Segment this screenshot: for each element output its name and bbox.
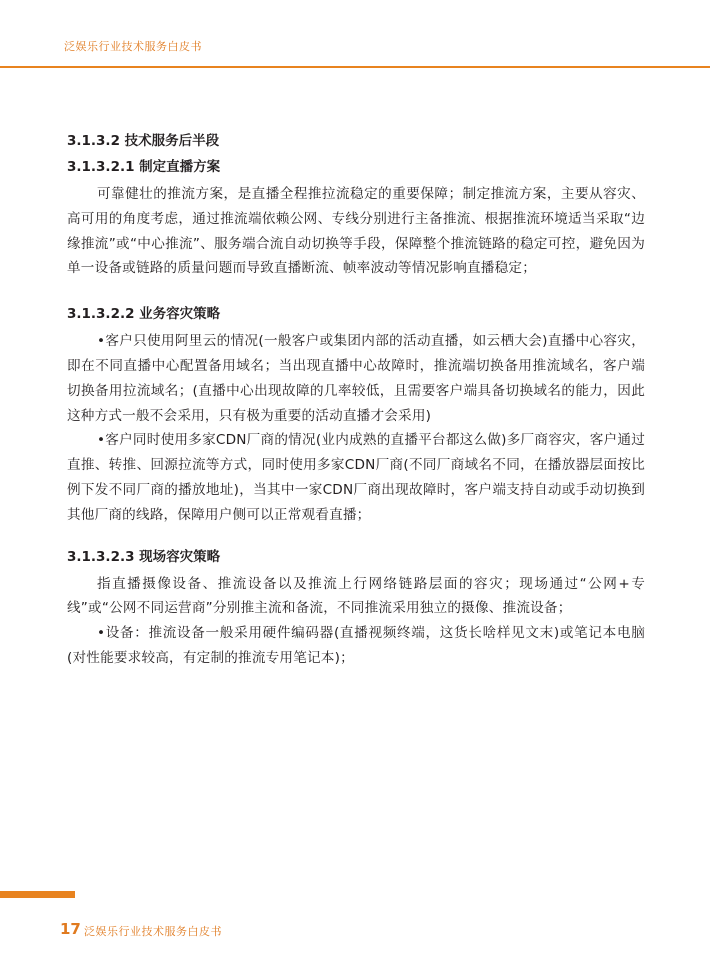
- section-heading: 3.1.3.2 技术服务后半段: [67, 133, 220, 149]
- subsection-heading-1: 3.1.3.2.1 制定直播方案: [67, 159, 221, 175]
- main-content: [67, 132, 645, 671]
- subsection-heading-2: 3.1.3.2.2 业务容灾策略: [67, 306, 221, 323]
- paragraph: •设备：推流设备一般采用硬件编码器(直播视频终端，这货长啥样见文末)或笔记本电脑(对性能要求较高，有定制的推流专用笔记本)；: [67, 625, 645, 666]
- subsection-heading-3: 3.1.3.2.3 现场容灾策略: [67, 548, 221, 565]
- paragraph: 可靠健壮的推流方案，是直播全程推拉流稳定的重要保障；制定推流方案，主要从容灾、高可用的角度考虑，通过推流端依赖公网、专线分别进行主备推流、根据推流环境适当采取“边缘推流”或“中心推流”、服务端合流自动切换等手段，保障整个推流链路的稳定可控，避免因为单一设备或链路的质量问题而导致直播断流、帧率波动等情况影响直播稳定；: [67, 186, 645, 277]
- page-number: 17: [60, 920, 81, 938]
- footer-title: 泛娱乐行业技术服务白皮书: [84, 925, 222, 938]
- header-divider: [0, 66, 710, 68]
- paragraph: 指直播摄像设备、推流设备以及推流上行网络链路层面的容灾；现场通过“公网+专线”或“公网不同运营商”分别推主流和备流，不同推流采用独立的摄像、推流设备；: [67, 575, 645, 617]
- footer-accent-bar: [0, 891, 75, 898]
- paragraph: •客户只使用阿里云的情况(一般客户或集团内部的活动直播，如云栖大会)直播中心容灾，即在不同直播中心配置备用域名；当出现直播中心故障时，推流端切换备用推流域名，客户端切换备用拉流域名；(直播中心出现故障的几率较低，且需要客户端具备切换域名的能力，因此这种方式一般不会采用，只有极为重要的活动直播才会采用): [67, 333, 645, 424]
- paragraph: •客户同时使用多家CDN厂商的情况(业内成熟的直播平台都这么做)多厂商容灾，客户通过直推、转推、回源拉流等方式，同时使用多家CDN厂商(不同厂商域名不同，在播放器层面按比例下发不同厂商的播放地址)，当其中一家CDN厂商出现故障时，客户端支持自动或手动切换到其他厂商的线路，保障用户侧可以正常观看直播；: [67, 432, 645, 523]
- running-header: 泛娱乐行业技术服务白皮书: [64, 40, 202, 53]
